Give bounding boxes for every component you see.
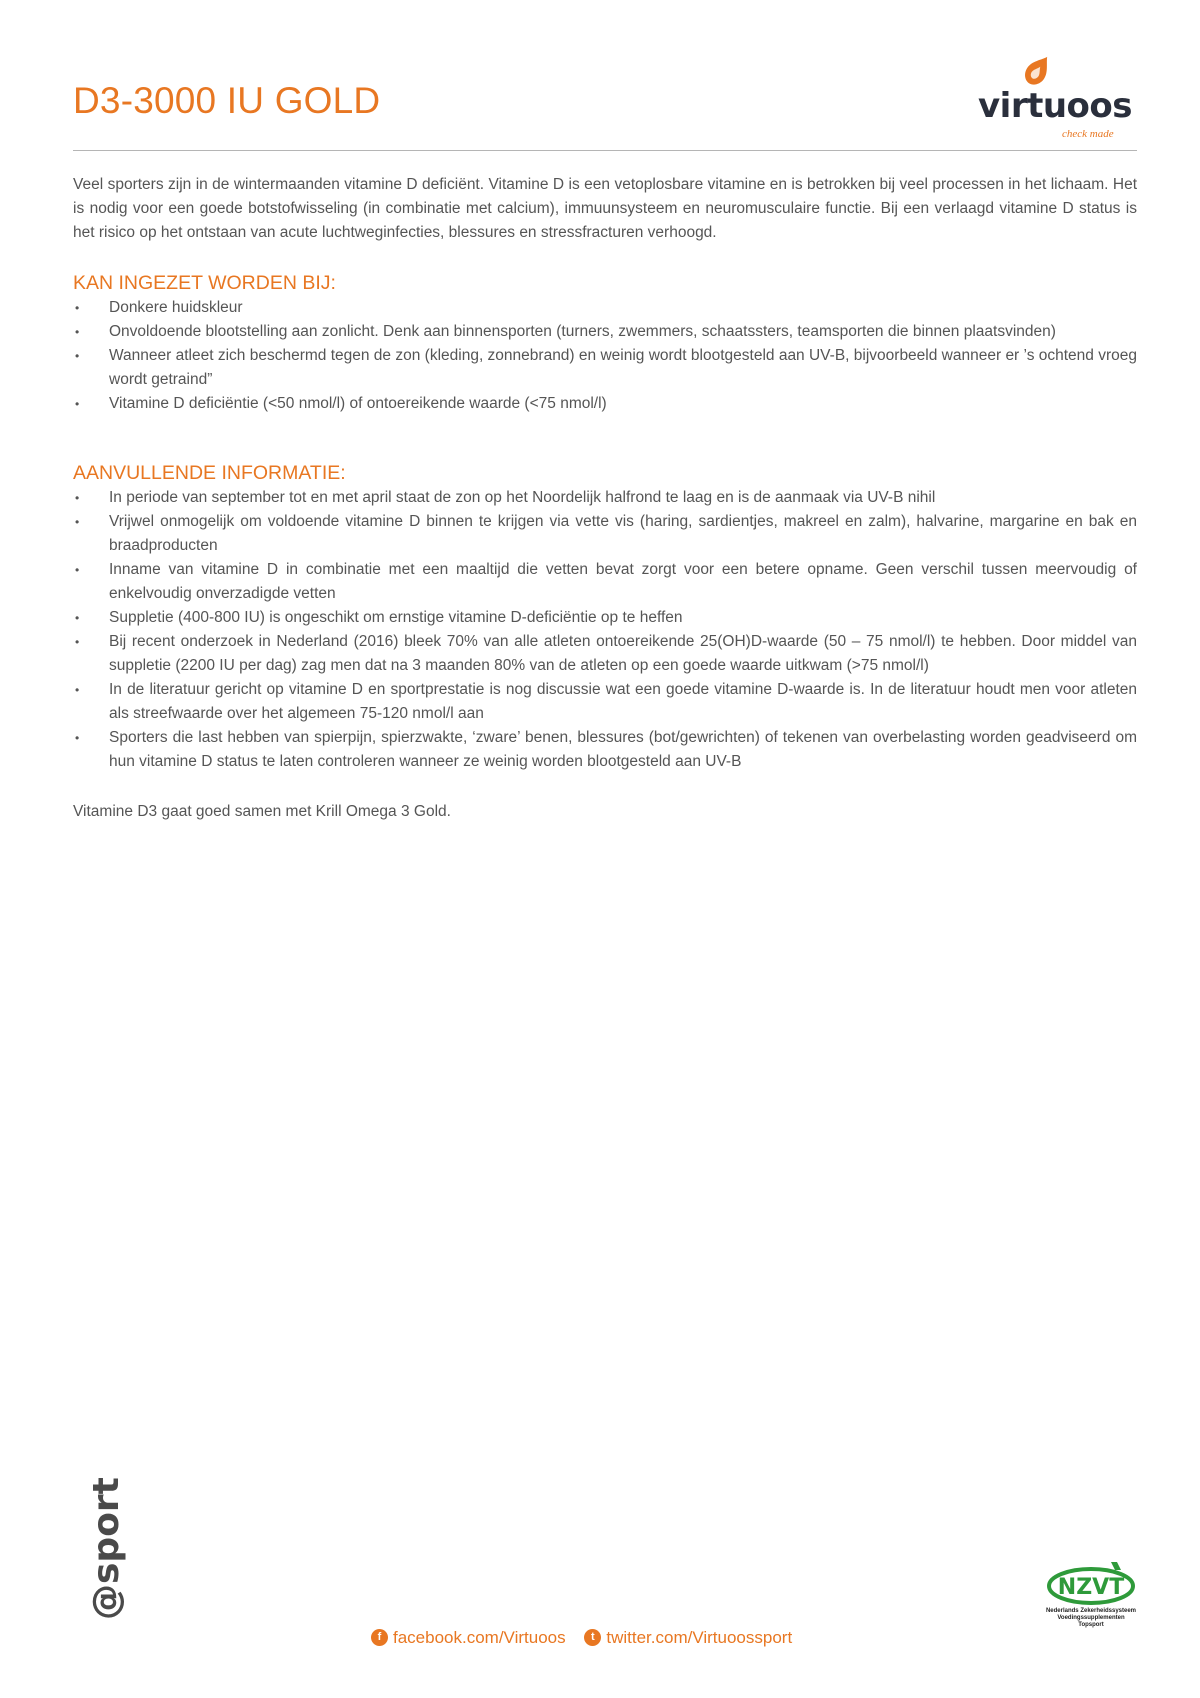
list-item: • Vitamine D deficiëntie (<50 nmol/l) of ontoereikende waarde (<75 nmol/l)	[73, 392, 1137, 416]
logo-brand: virtuoos	[978, 86, 1132, 126]
logo-tagline: check made	[1062, 128, 1114, 140]
virtuoos-logo	[970, 52, 1138, 144]
list-item: • Sporters die last hebben van spierpijn, spierzwakte, ‘zware’ benen, blessures (bot/gewrichten) of tekenen van overbelasting worden geadviseerd om hun vitamine D status te laten controleren wanneer ze weinig worden blootgesteld aan UV-B	[73, 726, 1137, 774]
bullet-icon: •	[75, 563, 80, 577]
list-item: • Vrijwel onmogelijk om voldoende vitamine D binnen te krijgen via vette vis (haring, sardientjes, makreel en zalm), halvarine, margarine en bak en braadproducten	[73, 510, 1137, 558]
section-heading-aanvullende-informatie: AANVULLENDE INFORMATIE:	[73, 462, 346, 484]
list-item: • Donkere huidskleur	[73, 296, 1137, 320]
intro-paragraph: Veel sporters zijn in de wintermaanden vitamine D deficiënt. Vitamine D is een vetoplosbare vitamine en is betrokken bij veel processen in het lichaam. Het is nodig voor een goede botstofwisseling (in combinatie met calcium), immuunsysteem en neuromusculaire functie. Bij een verlaagd vitamine D status is het risico op het ontstaan van acute luchtweginfecties, blessures en stressfracturen verhoogd.	[73, 176, 1137, 241]
nzvt-caption: Nederlands Zekerheidssysteem Voedingssupplementen Topsport	[1045, 1608, 1137, 1628]
twitter-link[interactable]: t twitter.com/Virtuoossport	[584, 1628, 792, 1648]
section-heading-kan-ingezet: KAN INGEZET WORDEN BIJ:	[73, 272, 336, 294]
facebook-icon: f	[371, 1629, 388, 1646]
bullet-icon: •	[75, 515, 80, 529]
list-item: • In periode van september tot en met april staat de zon op het Noordelijk halfrond te laag en is de aanmaak via UV-B nihil	[73, 486, 1137, 510]
bullet-icon: •	[75, 349, 80, 363]
list-item: • In de literatuur gericht op vitamine D en sportprestatie is nog discussie wat een goede vitamine D-waarde is. In de literatuur houdt men voor atleten als streefwaarde over het algemeen 75-120 nmol/l aan	[73, 678, 1137, 726]
list-item: • Onvoldoende blootstelling aan zonlicht. Denk aan binnensporten (turners, zwemmers, schaatssters, teamsporten die binnen plaatsvinden)	[73, 320, 1137, 344]
social-links	[371, 1625, 792, 1648]
kan-ingezet-list	[73, 296, 1137, 416]
nzvt-mark	[1045, 1560, 1137, 1606]
list-item: • Suppletie (400-800 IU) is ongeschikt om ernstige vitamine D-deficiëntie op te heffen	[73, 606, 1137, 630]
list-item: • Bij recent onderzoek in Nederland (2016) bleek 70% van alle atleten ontoereikende 25(OH)D-waarde (50 – 75 nmol/l) te hebben. Door middel van suppletie (2200 IU per dag) zag men dat na 3 maanden 80% van de atleten op een goede waarde uitkwam (>75 nmol/l)	[73, 630, 1137, 678]
page-title: D3-3000 IU GOLD	[73, 80, 381, 121]
sport-label: @sport	[86, 1477, 127, 1620]
bullet-icon: •	[75, 731, 80, 745]
bullet-icon: •	[75, 635, 80, 649]
nzvt-logo	[1045, 1560, 1137, 1636]
facebook-link[interactable]: f facebook.com/Virtuoos	[371, 1628, 566, 1648]
aanvullende-informatie-list	[73, 486, 1137, 774]
bullet-icon: •	[75, 301, 80, 315]
twitter-icon: t	[584, 1629, 601, 1646]
bullet-icon: •	[75, 397, 80, 411]
list-item: • Inname van vitamine D in combinatie met een maaltijd die vetten bevat zorgt voor een betere opname. Geen verschil tussen meervoudig of enkelvoudig onverzadigde vetten	[73, 558, 1137, 606]
bullet-icon: •	[75, 611, 80, 625]
bullet-icon: •	[75, 683, 80, 697]
bullet-icon: •	[75, 491, 80, 505]
bullet-icon: •	[75, 325, 80, 339]
header-divider	[73, 150, 1137, 151]
nzvt-mark-text: NZVT	[1057, 1575, 1125, 1600]
document-body	[73, 173, 1137, 824]
list-item: • Wanneer atleet zich beschermd tegen de zon (kleding, zonnebrand) en weinig wordt blootgesteld aan UV-B, bijvoorbeeld wanneer er ’s ochtend vroeg wordt getraind”	[73, 344, 1137, 392]
closing-paragraph: Vitamine D3 gaat goed samen met Krill Omega 3 Gold.	[73, 803, 451, 820]
